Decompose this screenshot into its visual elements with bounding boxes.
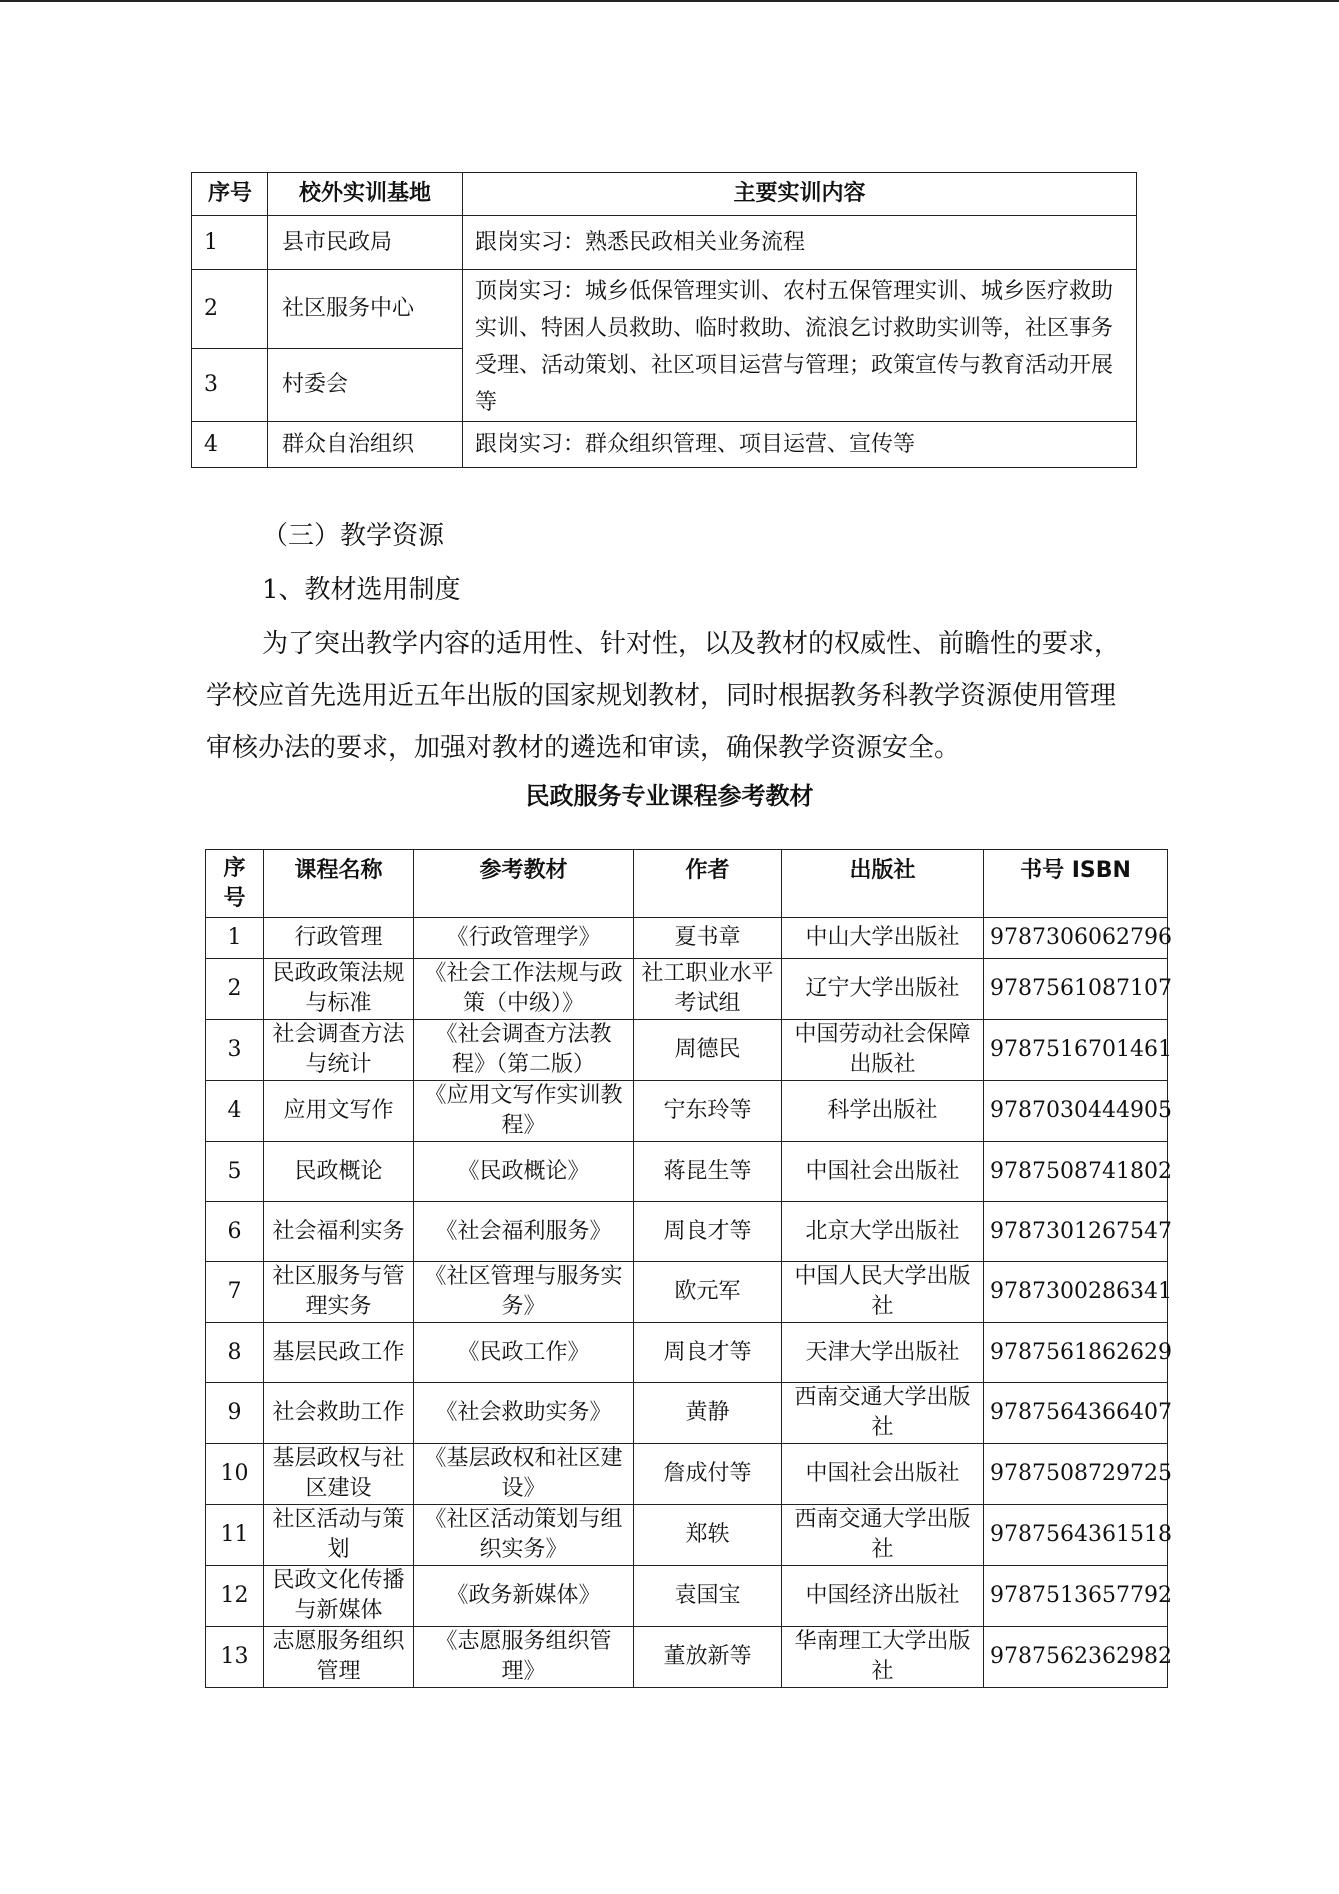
- header-course: 课程名称: [264, 850, 414, 918]
- row-num: 13: [206, 1627, 264, 1688]
- row-book: 《志愿服务组织管理》: [414, 1627, 634, 1688]
- row-book: 《社会救助实务》: [414, 1383, 634, 1444]
- row-course: 基层政权与社区建设: [264, 1444, 414, 1505]
- row-book: 《应用文写作实训教程》: [414, 1081, 634, 1142]
- body-paragraph: [206, 618, 1136, 774]
- table-row: [206, 1081, 1168, 1142]
- table-row: [206, 1142, 1168, 1202]
- row-publisher: 辽宁大学出版社: [782, 959, 984, 1020]
- row-course: 民政文化传播与新媒体: [264, 1566, 414, 1627]
- row-author: 詹成付等: [634, 1444, 782, 1505]
- row-base: 县市民政局: [268, 216, 463, 270]
- row-publisher: 中山大学出版社: [782, 918, 984, 959]
- row-book: 《社会调查方法教程》（第二版）: [414, 1020, 634, 1081]
- row-isbn: 9787561862629: [984, 1323, 1168, 1383]
- header-publisher: 出版社: [782, 850, 984, 918]
- row-isbn: 9787513657792: [984, 1566, 1168, 1627]
- textbook-table-body: [206, 918, 1172, 1688]
- row-course: 社会调查方法与统计: [264, 1020, 414, 1081]
- row-isbn: 9787030444905: [984, 1081, 1168, 1142]
- row-course: 民政政策法规与标准: [264, 959, 414, 1020]
- row-author: 周良才等: [634, 1323, 782, 1383]
- row-publisher: 科学出版社: [782, 1081, 984, 1142]
- row-book: 《政务新媒体》: [414, 1566, 634, 1627]
- row-num: 8: [206, 1323, 264, 1383]
- row-author: 郑轶: [634, 1505, 782, 1566]
- row-author: 欧元军: [634, 1262, 782, 1323]
- row-isbn: 9787564366407: [984, 1383, 1168, 1444]
- row-num: 4: [206, 1081, 264, 1142]
- row-author: 董放新等: [634, 1627, 782, 1688]
- header-isbn: 书号 ISBN: [984, 850, 1168, 918]
- row-author: 宁东玲等: [634, 1081, 782, 1142]
- row-num: 1: [206, 918, 264, 959]
- table-header-row: [192, 173, 1137, 216]
- row-course: 应用文写作: [264, 1081, 414, 1142]
- row-isbn: 9787564361518: [984, 1505, 1168, 1566]
- table-row: [192, 216, 1137, 270]
- row-book: 《社区管理与服务实务》: [414, 1262, 634, 1323]
- row-content-merged: 顶岗实习：城乡低保管理实训、农村五保管理实训、城乡医疗救助实训、特困人员救助、临时救助、流浪乞讨救助实训等，社区事务受理、活动策划、社区项目运营与管理；政策宣传与教育活动开展等: [463, 270, 1137, 422]
- row-num: 9: [206, 1383, 264, 1444]
- table-row: [206, 1202, 1168, 1262]
- row-num: 11: [206, 1505, 264, 1566]
- row-content: 跟岗实习：熟悉民政相关业务流程: [463, 216, 1137, 270]
- row-author: 周德民: [634, 1020, 782, 1081]
- row-isbn: 9787561087107: [984, 959, 1168, 1020]
- row-num: 3: [192, 349, 268, 422]
- header-content: 主要实训内容: [463, 173, 1137, 216]
- table-header-row: [206, 850, 1168, 918]
- table-row: [192, 422, 1137, 468]
- row-course: 社会福利实务: [264, 1202, 414, 1262]
- row-num: 5: [206, 1142, 264, 1202]
- table-row: [206, 1444, 1168, 1505]
- row-book: 《民政工作》: [414, 1323, 634, 1383]
- row-num: 2: [192, 270, 268, 349]
- row-book: 《社会工作法规与政策（中级）》: [414, 959, 634, 1020]
- row-base: 村委会: [268, 349, 463, 422]
- paragraph-line: 审核办法的要求，加强对教材的遴选和审读，确保教学资源安全。: [206, 733, 961, 763]
- row-num: 6: [206, 1202, 264, 1262]
- row-isbn: 9787306062796: [984, 918, 1168, 959]
- row-publisher: 北京大学出版社: [782, 1202, 984, 1262]
- row-course: 基层民政工作: [264, 1323, 414, 1383]
- page-top-border: [0, 0, 1339, 2]
- row-course: 社区活动与策划: [264, 1505, 414, 1566]
- row-publisher: 中国人民大学出版社: [782, 1262, 984, 1323]
- row-publisher: 西南交通大学出版社: [782, 1383, 984, 1444]
- paragraph-line: 为了突出教学内容的适用性、针对性，以及教材的权威性、前瞻性的要求，: [262, 629, 1121, 659]
- row-publisher: 华南理工大学出版社: [782, 1627, 984, 1688]
- row-author: 袁国宝: [634, 1566, 782, 1627]
- section-heading: （三）教学资源: [262, 521, 445, 551]
- row-book: 《社区活动策划与组织实务》: [414, 1505, 634, 1566]
- row-author: 周良才等: [634, 1202, 782, 1262]
- textbook-table: [205, 849, 1172, 1688]
- row-num: 1: [192, 216, 268, 270]
- row-num: 4: [192, 422, 268, 468]
- row-num: 7: [206, 1262, 264, 1323]
- row-course: 行政管理: [264, 918, 414, 959]
- row-author: 黄静: [634, 1383, 782, 1444]
- header-num: 序号: [206, 850, 264, 918]
- row-num: 3: [206, 1020, 264, 1081]
- table-row: [206, 959, 1168, 1020]
- row-publisher: 天津大学出版社: [782, 1323, 984, 1383]
- row-base: 群众自治组织: [268, 422, 463, 468]
- row-isbn: 9787300286341: [984, 1262, 1168, 1323]
- row-publisher: 中国社会出版社: [782, 1444, 984, 1505]
- row-author: 社工职业水平考试组: [634, 959, 782, 1020]
- table-row: [206, 1566, 1168, 1627]
- table-caption: 民政服务专业课程参考教材: [525, 782, 814, 810]
- row-base: 社区服务中心: [268, 270, 463, 349]
- row-book: 《行政管理学》: [414, 918, 634, 959]
- header-author: 作者: [634, 850, 782, 918]
- row-author: 夏书章: [634, 918, 782, 959]
- header-base: 校外实训基地: [268, 173, 463, 216]
- table-row: [192, 270, 1137, 349]
- table-row: [206, 1323, 1168, 1383]
- row-publisher: 中国经济出版社: [782, 1566, 984, 1627]
- row-content: 跟岗实习：群众组织管理、项目运营、宣传等: [463, 422, 1137, 468]
- row-isbn: 9787508729725: [984, 1444, 1168, 1505]
- row-course: 志愿服务组织管理: [264, 1627, 414, 1688]
- header-num: 序号: [192, 173, 268, 216]
- row-book: 《基层政权和社区建设》: [414, 1444, 634, 1505]
- row-num: 12: [206, 1566, 264, 1627]
- row-isbn: 9787562362982: [984, 1627, 1168, 1688]
- table-row: [206, 1505, 1168, 1566]
- row-course: 社区服务与管理实务: [264, 1262, 414, 1323]
- row-book: 《民政概论》: [414, 1142, 634, 1202]
- table-row: [206, 1383, 1168, 1444]
- row-book: 《社会福利服务》: [414, 1202, 634, 1262]
- row-num: 2: [206, 959, 264, 1020]
- row-course: 民政概论: [264, 1142, 414, 1202]
- row-publisher: 中国社会出版社: [782, 1142, 984, 1202]
- header-book: 参考教材: [414, 850, 634, 918]
- row-course: 社会救助工作: [264, 1383, 414, 1444]
- row-author: 蒋昆生等: [634, 1142, 782, 1202]
- table-row: [206, 1020, 1168, 1081]
- row-publisher: 西南交通大学出版社: [782, 1505, 984, 1566]
- row-publisher: 中国劳动社会保障出版社: [782, 1020, 984, 1081]
- table-row: [206, 1262, 1168, 1323]
- training-base-table: [191, 172, 1137, 468]
- subsection-heading: 1、教材选用制度: [262, 575, 461, 605]
- row-isbn: 9787301267547: [984, 1202, 1168, 1262]
- paragraph-line: 学校应首先选用近五年出版的国家规划教材，同时根据教务科教学资源使用管理: [206, 681, 1117, 711]
- row-isbn: 9787508741802: [984, 1142, 1168, 1202]
- table-row: [206, 918, 1168, 959]
- table-row: [206, 1627, 1168, 1688]
- row-isbn: 9787516701461: [984, 1020, 1168, 1081]
- row-num: 10: [206, 1444, 264, 1505]
